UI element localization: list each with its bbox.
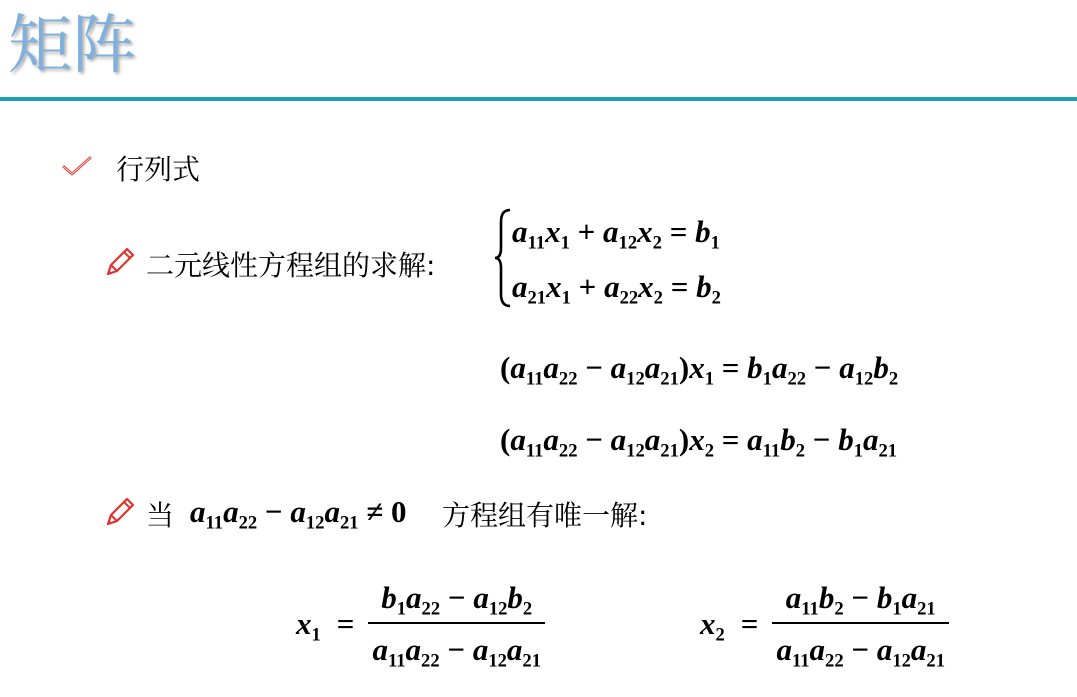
solution-x1-denominator: $a_{11}a_{22} - a_{12}a_{21}$ [372, 632, 541, 672]
pencil-icon [104, 496, 136, 528]
system-label: 二元线性方程组的求解: [146, 249, 436, 282]
solution-x1-numerator: $b_1a_{22} - a_{12}b_2$ [381, 580, 533, 620]
slide-title: 矩阵 [8, 9, 136, 83]
system-brace [494, 208, 512, 308]
bullet-label: 行列式 [116, 153, 201, 186]
condition-suffix: 方程组有唯一解: [442, 499, 648, 532]
pencil-icon [104, 246, 136, 278]
system-equation-2: $a_{21}x_1 + a_{22}x_2 = b_2$ [512, 269, 721, 309]
solution-x2: $x_2$ = $\frac{a_{11}b_2 - b_1a_{21}}{a_{11}a_{22} - a_{12}a_{21}}$ [700, 580, 949, 668]
solution-x1: $x_1$ = $\frac{b_1a_{22} - a_{12}b_2}{a_{11}a_{22} - a_{12}a_{21}}$ [296, 580, 545, 668]
check-icon [60, 153, 94, 183]
solution-x2-denominator: $a_{11}a_{22} - a_{12}a_{21}$ [776, 632, 945, 672]
condition-expression: $a_{11}a_{22} - a_{12}a_{21} \ne 0$ [190, 494, 407, 534]
derived-equation-1: $(a_{11}a_{22} - a_{12}a_{21})x_1 = b_1a_{22} - a_{12}b_2$ [500, 350, 899, 390]
derived-equation-2: $(a_{11}a_{22} - a_{12}a_{21})x_2 = a_{11}b_2 - b_1a_{21}$ [500, 422, 898, 462]
bullet-determinant [60, 148, 200, 188]
system-equation-1: $a_{11}x_1 + a_{12}x_2 = b_1$ [512, 214, 720, 254]
condition-prefix: 当 [146, 499, 175, 532]
title-divider [0, 97, 1077, 101]
solution-x2-numerator: $a_{11}b_2 - b_1a_{21}$ [785, 580, 936, 620]
